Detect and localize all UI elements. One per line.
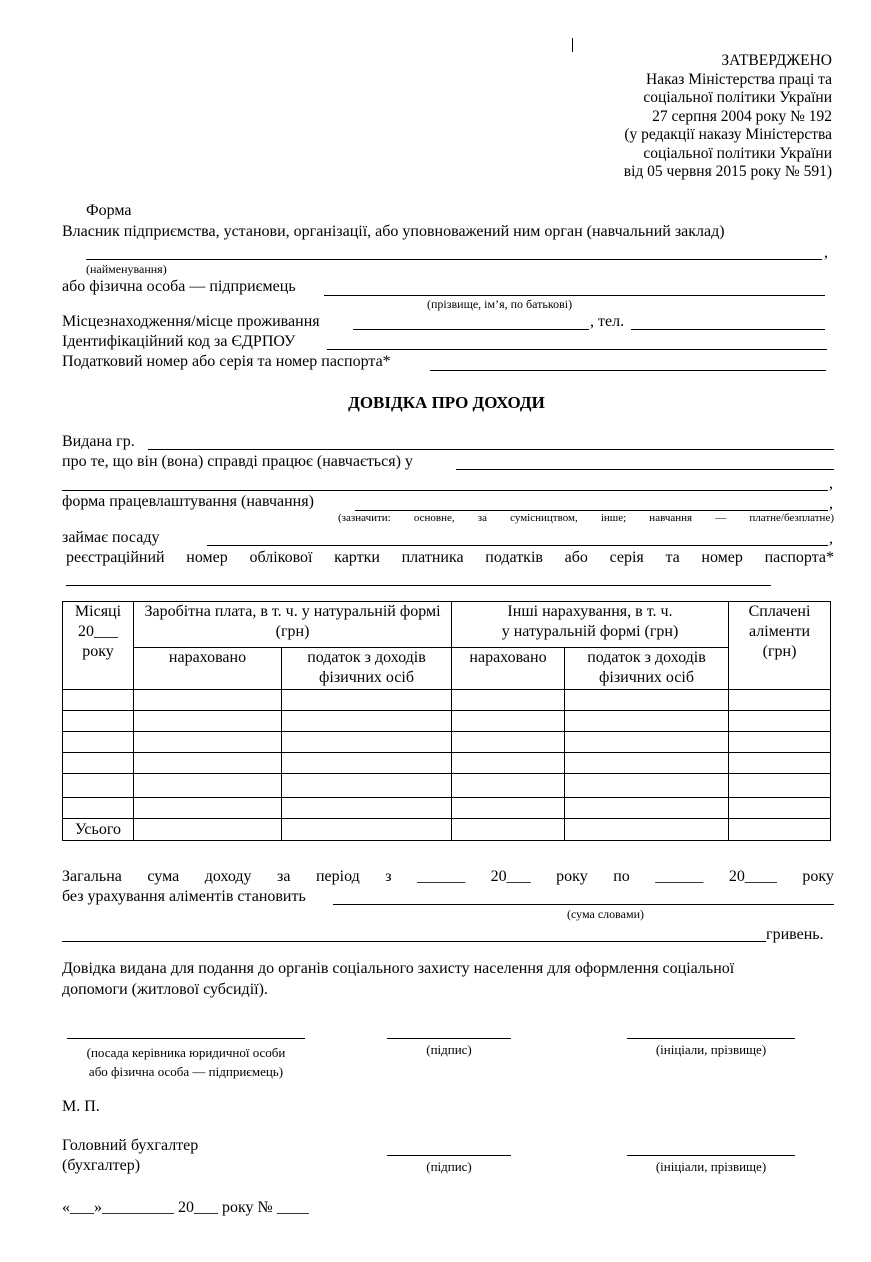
- employment-field[interactable]: [355, 510, 828, 511]
- accountant-signature-field[interactable]: [387, 1155, 511, 1156]
- workplace-field-line2[interactable]: [62, 490, 828, 491]
- employment-hint: (зазначити: основне, за сумісництвом, інше; навчання — платне/безплатне): [338, 512, 834, 524]
- period-from-year[interactable]: 20___: [490, 868, 531, 885]
- table-cell[interactable]: [282, 819, 452, 841]
- edrpou-field[interactable]: [327, 349, 827, 350]
- table-cell[interactable]: [63, 690, 134, 711]
- table-cell[interactable]: [452, 711, 565, 732]
- text-cursor: [572, 38, 573, 52]
- initials-hint: (ініціали, прізвище): [655, 1042, 767, 1057]
- period-from-field[interactable]: ______: [417, 868, 466, 885]
- table-row: [63, 753, 831, 774]
- table-cell[interactable]: [729, 774, 831, 798]
- currency-label: гривень.: [766, 926, 824, 943]
- owner-label: Власник підприємства, установи, організації, або уповноважений ним орган (навчальний заклад): [62, 223, 725, 240]
- phone-label: , тел.: [590, 313, 625, 330]
- table-cell[interactable]: [565, 711, 729, 732]
- accountant-initials-field[interactable]: [627, 1155, 795, 1156]
- total-label: Усього: [63, 819, 134, 841]
- issued-label: Видана гр.: [62, 433, 135, 450]
- period-to-field[interactable]: ______: [655, 868, 704, 885]
- table-cell[interactable]: [282, 753, 452, 774]
- comma: ,: [829, 475, 833, 492]
- head-initials-field[interactable]: [627, 1038, 795, 1039]
- works-label: про те, що він (вона) справді працює (навчається) у: [62, 453, 413, 470]
- sum-words-field-line2[interactable]: [62, 941, 766, 942]
- table-cell[interactable]: [63, 753, 134, 774]
- sum-words-hint: (сума словами): [567, 907, 645, 921]
- regnum-field[interactable]: [66, 585, 771, 586]
- table-cell[interactable]: [134, 690, 282, 711]
- table-cell[interactable]: [63, 732, 134, 753]
- header-salary: Заробітна плата, в т. ч. у натуральній формі (грн): [134, 602, 452, 648]
- table-row: [63, 732, 831, 753]
- period-to-year[interactable]: 20____: [728, 868, 777, 885]
- without-alimony-label: без урахування аліментів становить: [62, 888, 306, 905]
- comma: ,: [829, 495, 833, 512]
- entrepreneur-label: або фізична особа — підприємець: [62, 278, 296, 295]
- page-title: ДОВІДКА ПРО ДОХОДИ: [348, 393, 545, 412]
- date-number-line[interactable]: «___»_________ 20___ року № ____: [62, 1199, 309, 1216]
- location-field[interactable]: [353, 329, 589, 330]
- subheader-other-tax: податок з доходів фізичних осіб: [565, 648, 729, 690]
- header-alimony: Сплачені аліменти (грн): [729, 602, 831, 690]
- subheader-salary-tax: податок з доходів фізичних осіб: [282, 648, 452, 690]
- table-cell[interactable]: [729, 690, 831, 711]
- phone-field[interactable]: [631, 329, 825, 330]
- table-cell[interactable]: [565, 753, 729, 774]
- sum-words-field[interactable]: [333, 904, 834, 905]
- approval-line: соціальної політики України: [643, 89, 832, 106]
- location-label: Місцезнаходження/місце проживання: [62, 313, 320, 330]
- table-cell[interactable]: [565, 774, 729, 798]
- signature-hint: (підпис): [426, 1159, 472, 1174]
- head-signature-field[interactable]: [387, 1038, 511, 1039]
- fullname-hint: (прізвище, ім’я, по батькові): [427, 297, 573, 311]
- table-cell[interactable]: [282, 690, 452, 711]
- table-cell[interactable]: [134, 732, 282, 753]
- approval-line: 27 серпня 2004 року № 192: [652, 107, 832, 125]
- approval-line: соціальної політики України: [643, 144, 832, 162]
- table-cell[interactable]: [282, 798, 452, 819]
- table-cell[interactable]: [565, 819, 729, 841]
- regnum-label: реєстраційний номер облікової картки платника податків або серія та номер паспорта*: [66, 549, 834, 566]
- workplace-field[interactable]: [456, 469, 834, 470]
- signature-hint: (підпис): [426, 1042, 472, 1057]
- header-other-accruals: Інші нарахування, в т. ч. у натуральній формі (грн): [452, 602, 729, 648]
- purpose-text: Довідка видана для подання до органів соціального захисту населення для оформлення соціальної: [62, 960, 735, 977]
- tax-number-field[interactable]: [430, 370, 826, 371]
- table-cell[interactable]: [729, 753, 831, 774]
- table-cell[interactable]: [729, 819, 831, 841]
- table-cell[interactable]: [729, 732, 831, 753]
- subheader-salary-accrued: нараховано: [134, 648, 282, 690]
- table-cell[interactable]: [63, 774, 134, 798]
- table-row: [63, 774, 831, 798]
- tax-number-label: Податковий номер або серія та номер паспорта*: [62, 353, 391, 370]
- accountant-label: Головний бухгалтер: [62, 1137, 199, 1154]
- stamp-label: М. П.: [62, 1098, 100, 1115]
- employment-label: форма працевлаштування (навчання): [62, 493, 314, 510]
- approval-line: ЗАТВЕРДЖЕНО: [721, 52, 832, 69]
- owner-name-field[interactable]: [86, 259, 822, 260]
- table-cell[interactable]: [565, 690, 729, 711]
- table-cell[interactable]: [282, 774, 452, 798]
- table-cell[interactable]: [729, 711, 831, 732]
- table-cell[interactable]: [452, 798, 565, 819]
- approval-line: від 05 червня 2015 року № 591): [623, 163, 832, 180]
- initials-hint: (ініціали, прізвище): [655, 1159, 767, 1174]
- table-cell[interactable]: [565, 798, 729, 819]
- name-hint: (найменування): [86, 262, 167, 276]
- income-table: [62, 601, 831, 841]
- table-row-total: [63, 819, 831, 841]
- approval-block: [624, 52, 832, 182]
- subheader-other-accrued: нараховано: [452, 648, 565, 690]
- purpose-text-2: допомоги (житлової субсидії).: [62, 981, 268, 998]
- comma: ,: [824, 244, 828, 261]
- issued-to-field[interactable]: [148, 449, 834, 450]
- table-row: [63, 711, 831, 732]
- header-month: Місяці 20___ року: [63, 602, 134, 690]
- head-position-hint: (посада керівника юридичної особи або фізична особа — підприємець): [86, 1045, 286, 1079]
- head-position-field[interactable]: [67, 1038, 305, 1039]
- table-cell[interactable]: [452, 690, 565, 711]
- accountant-label-2: (бухгалтер): [62, 1157, 141, 1174]
- period-line: Загальна сума доходу за період з ______ 20___ року по ______ 20____ року: [62, 868, 834, 885]
- table-cell[interactable]: [134, 819, 282, 841]
- table-cell[interactable]: [63, 711, 134, 732]
- approval-line: Наказ Міністерства праці та: [646, 70, 832, 88]
- table-cell[interactable]: [565, 732, 729, 753]
- comma: ,: [829, 530, 833, 547]
- position-label: займає посаду: [62, 529, 160, 546]
- table-cell[interactable]: [134, 798, 282, 819]
- table-cell[interactable]: [452, 774, 565, 798]
- table-cell[interactable]: [63, 798, 134, 819]
- table-row: [63, 798, 831, 819]
- table-cell[interactable]: [729, 798, 831, 819]
- form-label: Форма: [86, 202, 132, 219]
- table-cell[interactable]: [282, 711, 452, 732]
- table-cell[interactable]: [134, 753, 282, 774]
- table-cell[interactable]: [282, 732, 452, 753]
- table-cell[interactable]: [452, 732, 565, 753]
- position-field[interactable]: [207, 545, 828, 546]
- entrepreneur-field[interactable]: [324, 295, 825, 296]
- table-cell[interactable]: [134, 711, 282, 732]
- approval-line: (у редакції наказу Міністерства: [624, 126, 832, 143]
- table-cell[interactable]: [452, 819, 565, 841]
- table-cell[interactable]: [134, 774, 282, 798]
- edrpou-label: Ідентифікаційний код за ЄДРПОУ: [62, 333, 296, 350]
- table-cell[interactable]: [452, 753, 565, 774]
- table-row: [63, 690, 831, 711]
